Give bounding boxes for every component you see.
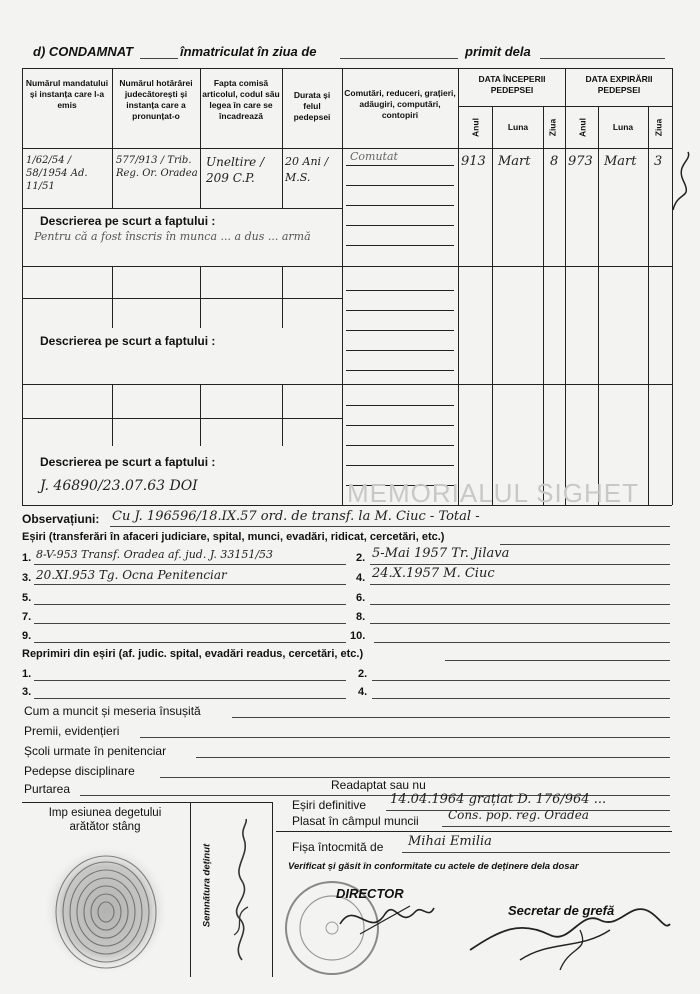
cum-a-muncit-label: Cum a muncit și meseria însușită	[24, 704, 201, 718]
col-durata: Durata și felul pedepsei	[293, 90, 331, 122]
premii-label: Premii, evidențieri	[24, 724, 120, 738]
col-anul-1: Anul	[470, 118, 481, 137]
esiri-num-5: 5.	[22, 592, 32, 604]
descriere-label-3: Descrierea pe scurt a faptului :	[40, 455, 216, 469]
fisa-label: Fișa întocmită de	[292, 840, 384, 854]
col-luna-1: Luna	[507, 122, 529, 132]
row1-fapta: Uneltire / 209 C.P.	[206, 155, 265, 185]
esiri-num-1: 1.	[22, 552, 32, 564]
reprimiri-num-2: 2.	[358, 668, 368, 680]
col-ziua-1: Ziua	[547, 118, 558, 137]
esiri-num-7: 7.	[22, 611, 32, 623]
esiri-item-3: 20.XI.953 Tg. Ocna Penitenciar	[36, 568, 227, 582]
row1-expirare-an: 973	[568, 154, 593, 169]
col-comutari: Comutări, reduceri, grațieri, adăugiri, computări, contopiri	[344, 88, 456, 120]
col-mandat: Numărul mandatului și instanța care l-a emis	[25, 78, 109, 110]
descriere-text-3: J. 46890/23.07.63 DOI	[40, 478, 198, 494]
descriere-label-2: Descrierea pe scurt a faptului :	[40, 334, 216, 348]
esiri-num-6: 6.	[356, 592, 366, 604]
row1-inceput-zi: 8	[550, 154, 559, 169]
esiri-item-1: 8-V-953 Transf. Oradea af. jud. J. 33151/53	[36, 548, 274, 561]
col-hotarare: Numărul hotărârei judecătorești și instanța care a pronunțat-o	[119, 78, 193, 121]
scoli-label: Școli urmate în penitenciar	[24, 744, 167, 758]
col-luna-2: Luna	[612, 122, 634, 132]
col-data-expirarii: DATA EXPIRĂRII PEDEPSEI	[585, 74, 653, 95]
margin-signature	[668, 150, 698, 220]
reprimiri-num-3: 3.	[22, 686, 32, 698]
purtarea-label: Purtarea	[24, 782, 71, 796]
row1-hotarare: 577/913 / Trib. Reg. Or. Oradea	[116, 155, 198, 179]
director-signature	[330, 894, 440, 944]
reprimiri-label: Reprimiri din eșiri (af. judic. spital, evadări readus, cercetări, etc.)	[22, 648, 364, 660]
plasat-label: Plasat în câmpul muncii	[292, 814, 419, 828]
detinut-signature	[222, 815, 262, 965]
col-anul-2: Anul	[577, 118, 588, 137]
esiri-num-2: 2.	[356, 552, 366, 564]
row1-expirare-zi: 3	[654, 154, 663, 169]
secretar-signature	[460, 890, 675, 975]
condamnat-label: d) CONDAMNAT	[33, 44, 134, 59]
row1-inceput-luna: Mart	[498, 154, 531, 169]
esiri-num-9: 9.	[22, 630, 32, 642]
pedepse-label: Pedepse disciplinare	[24, 764, 135, 778]
esiri-definitive-label: Eșiri definitive	[292, 798, 367, 812]
col-ziua-2: Ziua	[653, 118, 664, 137]
esiri-num-4: 4.	[356, 572, 366, 584]
esiri-item-2: 5-Mai 1957 Tr. Jilava	[372, 546, 510, 561]
row1-comutari: Comutat	[350, 150, 398, 163]
secretar-label: Secretar de grefă	[508, 903, 615, 918]
observatiuni-label: Observațiuni:	[22, 512, 100, 526]
reprimiri-num-1: 1.	[22, 668, 32, 680]
amprenta-label: Imp esiunea degetului arătător stâng	[48, 807, 162, 833]
esiri-num-8: 8.	[356, 611, 366, 623]
esiri-label: Eșiri (transferări în afaceri judiciare, spital, munci, evadări, ridicat, cercetări, etc.)	[22, 531, 445, 543]
esiri-num-10: 10.	[350, 630, 366, 642]
esiri-num-3: 3.	[22, 572, 32, 584]
fisa-value: Mihai Emilia	[408, 834, 492, 849]
fingerprint-image	[36, 838, 176, 978]
verificat-text: Verificat și găsit în conformitate cu actele de deținere dela dosar	[288, 861, 579, 872]
row1-inceput-an: 913	[461, 154, 486, 169]
plasat-value: Cons. pop. reg. Oradea	[448, 808, 589, 822]
reprimiri-num-4: 4.	[358, 686, 368, 698]
watermark: MEMORIALUL SIGHET	[347, 478, 639, 508]
esiri-item-4: 24.X.1957 M. Ciuc	[372, 566, 495, 581]
col-data-inceperii: DATA ÎNCEPERII PEDEPSEI	[478, 74, 546, 95]
descriere-text-1: Pentru că a fost înscris în munca ... a dus ... armă	[34, 230, 311, 243]
row1-durata: 20 Ani / M.S.	[285, 155, 329, 184]
inmatriculat-label: înmatriculat în ziua de	[180, 44, 317, 59]
observatiuni-text: Cu J. 196596/18.IX.57 ord. de transf. la M. Ciuc - Total -	[112, 509, 480, 524]
readaptat-label: Readaptat sau nu	[328, 778, 429, 792]
descriere-label-1: Descrierea pe scurt a faptului :	[40, 214, 216, 228]
esiri-definitive-value: 14.04.1964 grațiat D. 176/964 ...	[390, 792, 607, 807]
semnatura-label: Semnătura deținut	[201, 843, 213, 928]
row1-mandat: 1/62/54 / 58/1954 Ad. 11/51	[26, 155, 88, 192]
director-label: DIRECTOR	[336, 886, 404, 901]
primit-label: primit dela	[465, 44, 531, 59]
col-fapta: Fapta comisă articolul, codul său legea în care se încadrează	[202, 78, 280, 121]
row1-expirare-luna: Mart	[604, 154, 637, 169]
